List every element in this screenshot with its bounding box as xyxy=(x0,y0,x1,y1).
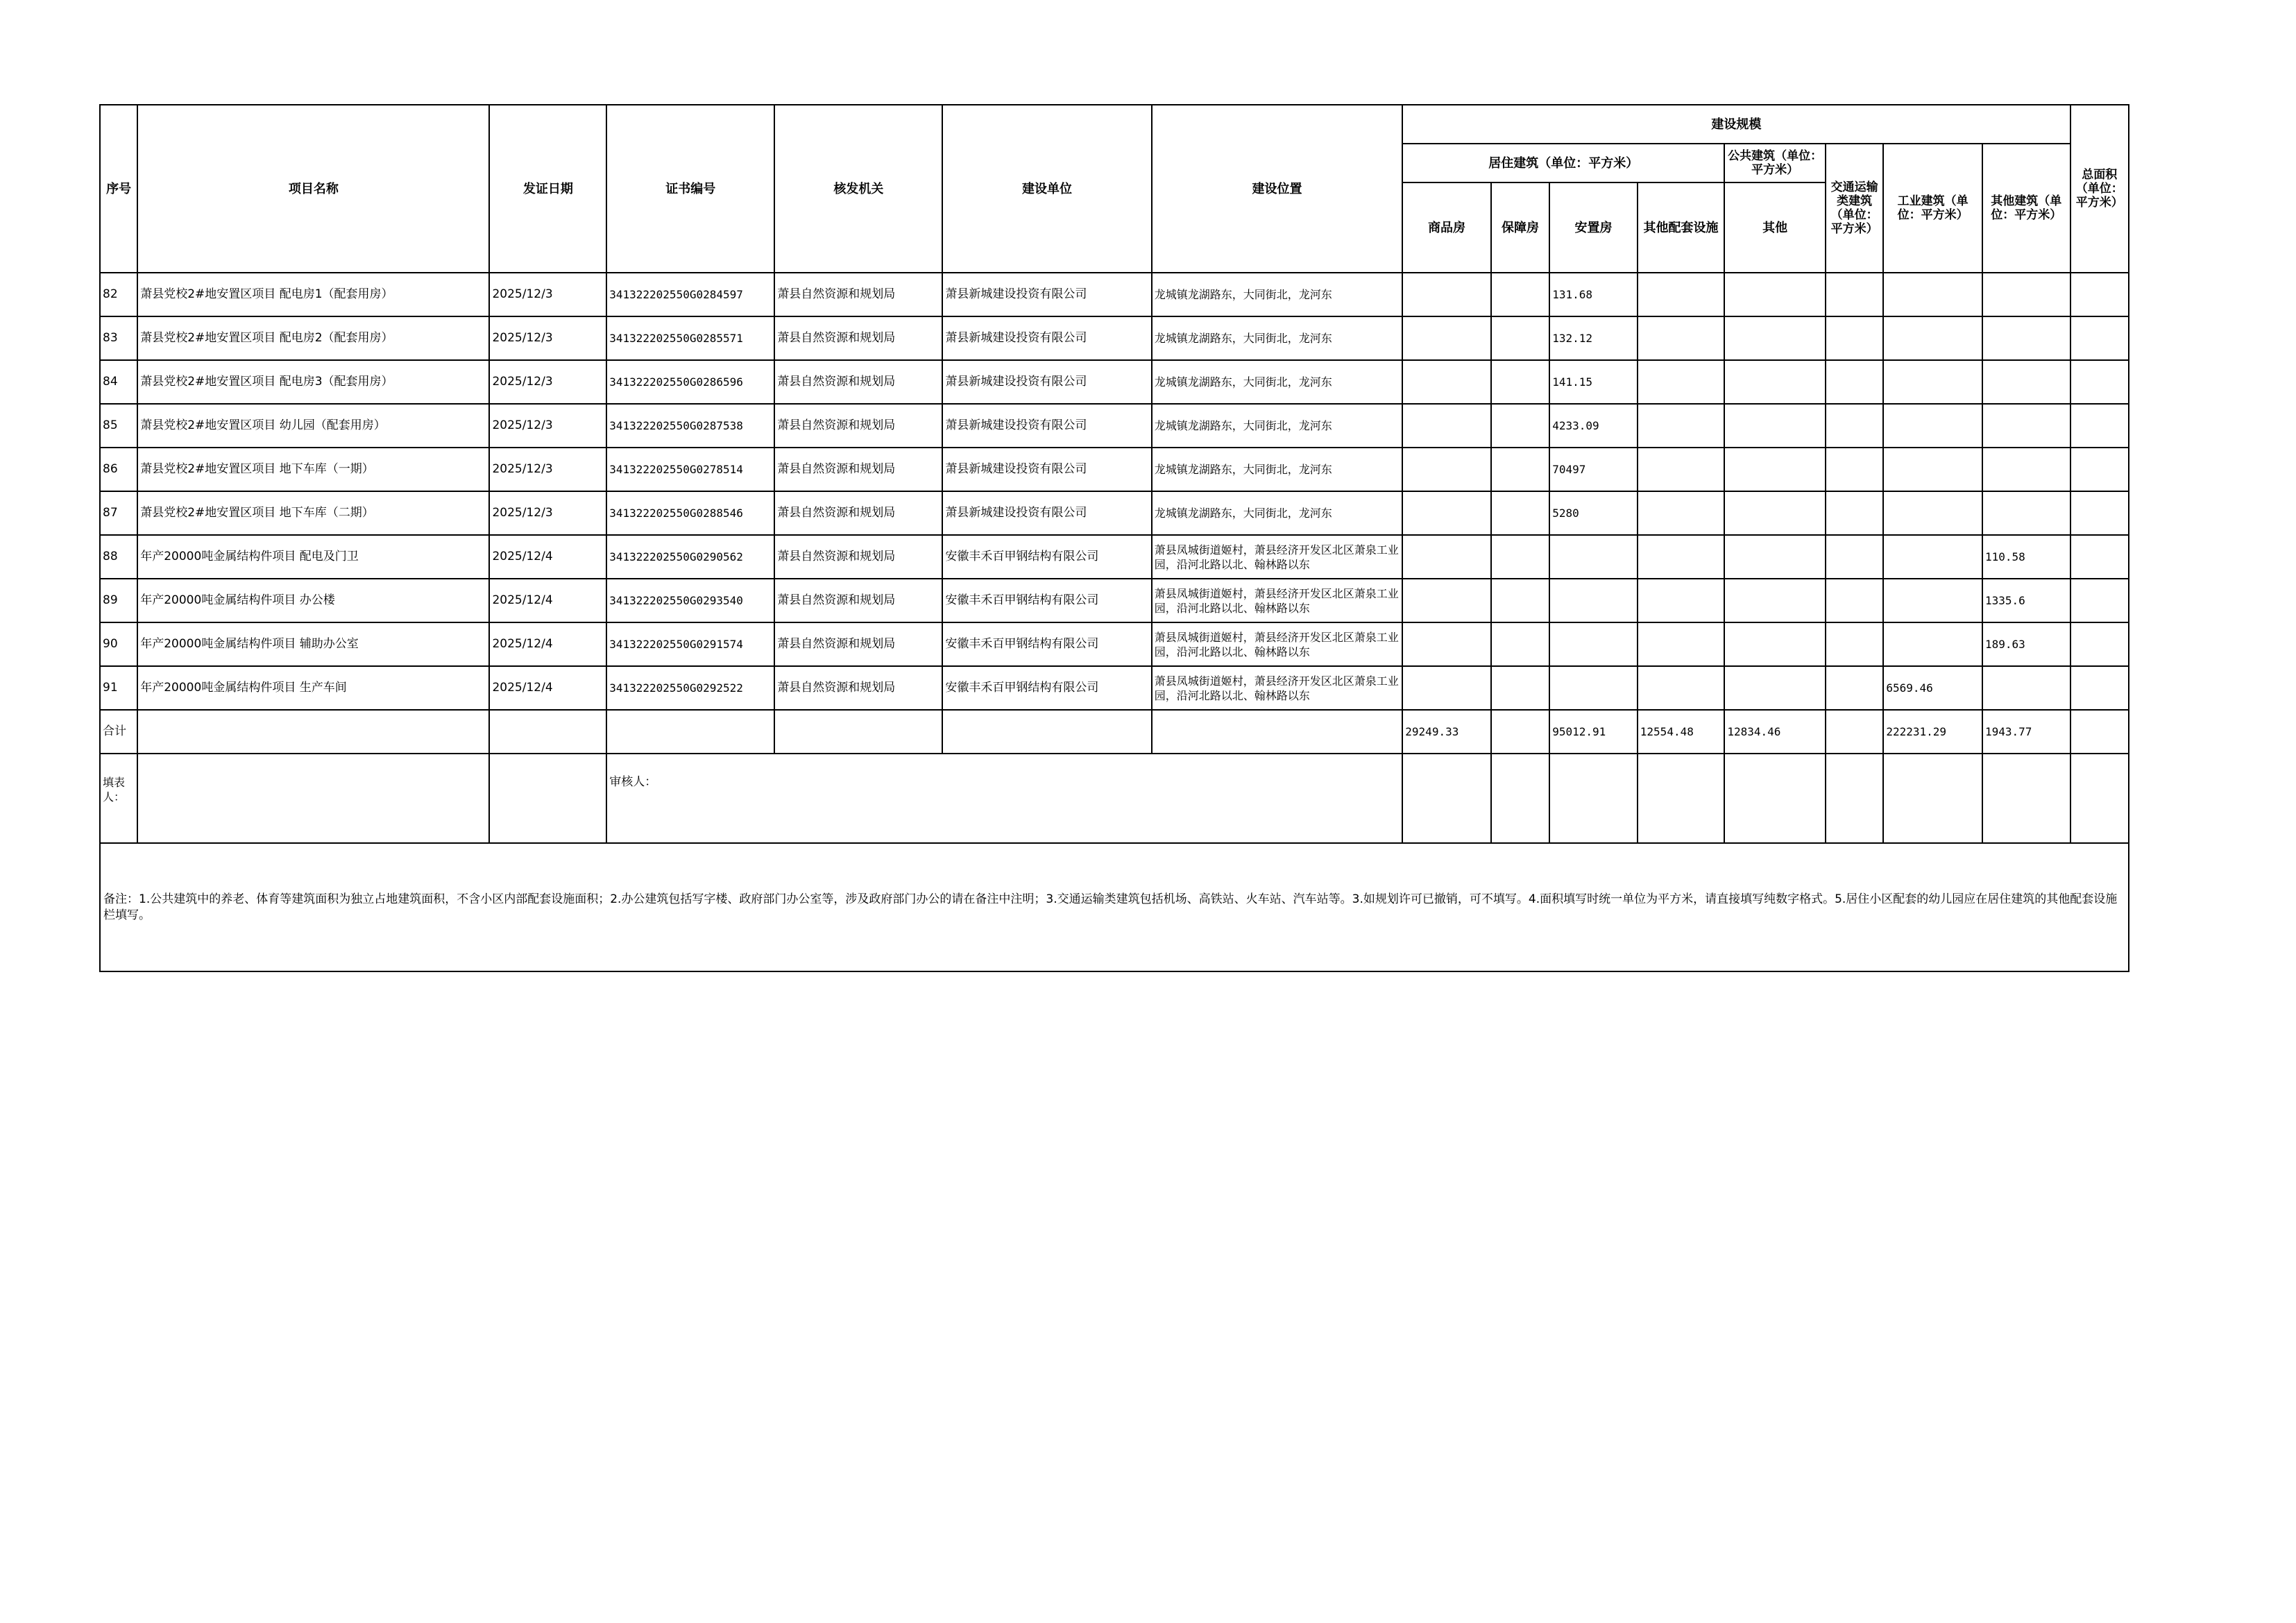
row-resettlement: 131.68 xyxy=(1549,273,1638,316)
row-issue-date: 2025/12/3 xyxy=(489,491,606,535)
row-other-building xyxy=(1982,448,2070,491)
row-total-area xyxy=(2070,535,2129,579)
row-public-other xyxy=(1724,491,1826,535)
total-transport xyxy=(1826,710,1883,754)
row-issue-date: 2025/12/3 xyxy=(489,404,606,448)
row-transport xyxy=(1826,404,1883,448)
row-commercial xyxy=(1402,273,1491,316)
signoff-row xyxy=(100,754,2129,843)
row-industrial xyxy=(1883,491,1982,535)
row-public-other xyxy=(1724,273,1826,316)
row-issue-date: 2025/12/3 xyxy=(489,316,606,360)
row-commercial xyxy=(1402,622,1491,666)
header-public: 公共建筑（单位：平方米） xyxy=(1724,144,1826,182)
row-resettlement: 141.15 xyxy=(1549,360,1638,404)
header-location: 建设位置 xyxy=(1152,105,1403,273)
row-issuer: 萧县自然资源和规划局 xyxy=(774,360,942,404)
row-commercial xyxy=(1402,666,1491,710)
table-row xyxy=(100,579,2129,622)
header-other-facility: 其他配套设施 xyxy=(1638,182,1725,273)
row-affordable xyxy=(1491,273,1549,316)
row-builder: 萧县新城建设投资有限公司 xyxy=(942,404,1151,448)
header-seq: 序号 xyxy=(100,105,137,273)
row-public-other xyxy=(1724,666,1826,710)
row-resettlement xyxy=(1549,622,1638,666)
row-issuer: 萧县自然资源和规划局 xyxy=(774,491,942,535)
row-other-building: 110.58 xyxy=(1982,535,2070,579)
row-project-name: 萧县党校2#地安置区项目 地下车库（一期） xyxy=(137,448,489,491)
row-other-facility xyxy=(1638,666,1725,710)
row-total-area xyxy=(2070,448,2129,491)
header-cert-no: 证书编号 xyxy=(606,105,774,273)
row-commercial xyxy=(1402,579,1491,622)
row-project-name: 萧县党校2#地安置区项目 配电房1（配套用房） xyxy=(137,273,489,316)
row-builder: 萧县新城建设投资有限公司 xyxy=(942,360,1151,404)
row-project-name: 萧县党校2#地安置区项目 配电房2（配套用房） xyxy=(137,316,489,360)
header-commercial: 商品房 xyxy=(1402,182,1491,273)
row-total-area xyxy=(2070,666,2129,710)
row-resettlement xyxy=(1549,535,1638,579)
row-transport xyxy=(1826,448,1883,491)
row-affordable xyxy=(1491,448,1549,491)
row-seq: 86 xyxy=(100,448,137,491)
row-cert-no: 341322202550G0290562 xyxy=(606,535,774,579)
total-other-facility: 12554.48 xyxy=(1638,710,1725,754)
total-affordable xyxy=(1491,710,1549,754)
row-builder: 安徽丰禾百甲钢结构有限公司 xyxy=(942,535,1151,579)
row-other-facility xyxy=(1638,448,1725,491)
totals-label: 合计 xyxy=(100,710,137,754)
table-row xyxy=(100,535,2129,579)
table-row xyxy=(100,448,2129,491)
row-public-other xyxy=(1724,579,1826,622)
total-commercial: 29249.33 xyxy=(1402,710,1491,754)
row-issue-date: 2025/12/3 xyxy=(489,448,606,491)
row-affordable xyxy=(1491,535,1549,579)
row-other-building: 189.63 xyxy=(1982,622,2070,666)
row-commercial xyxy=(1402,448,1491,491)
total-area xyxy=(2070,710,2129,754)
row-industrial xyxy=(1883,448,1982,491)
row-issue-date: 2025/12/4 xyxy=(489,666,606,710)
row-cert-no: 341322202550G0288546 xyxy=(606,491,774,535)
row-location: 龙城镇龙湖路东，大同街北，龙河东 xyxy=(1152,360,1403,404)
row-other-building xyxy=(1982,273,2070,316)
row-public-other xyxy=(1724,535,1826,579)
header-residential: 居住建筑（单位：平方米） xyxy=(1402,144,1724,182)
row-resettlement: 70497 xyxy=(1549,448,1638,491)
row-seq: 88 xyxy=(100,535,137,579)
row-other-building: 1335.6 xyxy=(1982,579,2070,622)
row-resettlement: 5280 xyxy=(1549,491,1638,535)
row-location: 萧县凤城街道姬村，萧县经济开发区北区萧泉工业园，沿河北路以北、翰林路以东 xyxy=(1152,579,1403,622)
row-builder: 安徽丰禾百甲钢结构有限公司 xyxy=(942,622,1151,666)
row-location: 龙城镇龙湖路东，大同街北，龙河东 xyxy=(1152,316,1403,360)
row-location: 龙城镇龙湖路东，大同街北，龙河东 xyxy=(1152,404,1403,448)
total-other-building: 1943.77 xyxy=(1982,710,2070,754)
row-affordable xyxy=(1491,316,1549,360)
row-cert-no: 341322202550G0284597 xyxy=(606,273,774,316)
row-public-other xyxy=(1724,448,1826,491)
row-cert-no: 341322202550G0293540 xyxy=(606,579,774,622)
row-issuer: 萧县自然资源和规划局 xyxy=(774,622,942,666)
row-builder: 萧县新城建设投资有限公司 xyxy=(942,491,1151,535)
row-total-area xyxy=(2070,360,2129,404)
header-transport: 交通运输类建筑（单位：平方米） xyxy=(1826,144,1883,273)
row-seq: 85 xyxy=(100,404,137,448)
row-builder: 安徽丰禾百甲钢结构有限公司 xyxy=(942,666,1151,710)
row-resettlement: 132.12 xyxy=(1549,316,1638,360)
table-row xyxy=(100,404,2129,448)
row-location: 萧县凤城街道姬村，萧县经济开发区北区萧泉工业园，沿河北路以北、翰林路以东 xyxy=(1152,535,1403,579)
row-issuer: 萧县自然资源和规划局 xyxy=(774,404,942,448)
row-location: 萧县凤城街道姬村，萧县经济开发区北区萧泉工业园，沿河北路以北、翰林路以东 xyxy=(1152,622,1403,666)
row-builder: 萧县新城建设投资有限公司 xyxy=(942,316,1151,360)
row-affordable xyxy=(1491,491,1549,535)
row-project-name: 年产20000吨金属结构件项目 辅助办公室 xyxy=(137,622,489,666)
table-row xyxy=(100,316,2129,360)
table-row xyxy=(100,491,2129,535)
row-public-other xyxy=(1724,316,1826,360)
row-commercial xyxy=(1402,491,1491,535)
row-transport xyxy=(1826,360,1883,404)
row-resettlement xyxy=(1549,579,1638,622)
notes-text: 备注：1.公共建筑中的养老、体育等建筑面积为独立占地建筑面积，不含小区内部配套设施面积；2.办公建筑包括写字楼、政府部门办公室等，涉及政府部门办公的请在备注中注明；3.交通运输类建筑包括机场、高铁站、火车站、汽车站等。3.如规划许可已撤销，可不填写。4.面积填写时统一单位为平方米，请直接填写纯数字格式。5.居住小区配套的幼儿园应在居住建筑的其他配套设施栏填写。 xyxy=(100,843,2129,971)
row-issue-date: 2025/12/4 xyxy=(489,579,606,622)
total-public-other: 12834.46 xyxy=(1724,710,1826,754)
row-industrial xyxy=(1883,316,1982,360)
row-transport xyxy=(1826,535,1883,579)
row-total-area xyxy=(2070,491,2129,535)
row-seq: 82 xyxy=(100,273,137,316)
row-other-facility xyxy=(1638,579,1725,622)
table-row xyxy=(100,666,2129,710)
row-industrial xyxy=(1883,622,1982,666)
total-resettlement: 95012.91 xyxy=(1549,710,1638,754)
row-total-area xyxy=(2070,579,2129,622)
row-affordable xyxy=(1491,579,1549,622)
row-resettlement xyxy=(1549,666,1638,710)
row-other-building xyxy=(1982,316,2070,360)
row-location: 龙城镇龙湖路东，大同街北，龙河东 xyxy=(1152,448,1403,491)
row-affordable xyxy=(1491,666,1549,710)
row-seq: 90 xyxy=(100,622,137,666)
row-issue-date: 2025/12/4 xyxy=(489,622,606,666)
row-industrial xyxy=(1883,273,1982,316)
total-industrial: 222231.29 xyxy=(1883,710,1982,754)
row-issuer: 萧县自然资源和规划局 xyxy=(774,666,942,710)
row-issue-date: 2025/12/3 xyxy=(489,360,606,404)
row-cert-no: 341322202550G0278514 xyxy=(606,448,774,491)
row-seq: 89 xyxy=(100,579,137,622)
totals-row xyxy=(100,710,2129,754)
row-location: 龙城镇龙湖路东，大同街北，龙河东 xyxy=(1152,491,1403,535)
row-issuer: 萧县自然资源和规划局 xyxy=(774,448,942,491)
row-seq: 91 xyxy=(100,666,137,710)
row-industrial xyxy=(1883,535,1982,579)
row-builder: 安徽丰禾百甲钢结构有限公司 xyxy=(942,579,1151,622)
row-other-facility xyxy=(1638,273,1725,316)
header-industrial: 工业建筑（单位：平方米） xyxy=(1883,144,1982,273)
row-cert-no: 341322202550G0291574 xyxy=(606,622,774,666)
row-public-other xyxy=(1724,404,1826,448)
row-cert-no: 341322202550G0287538 xyxy=(606,404,774,448)
row-project-name: 年产20000吨金属结构件项目 生产车间 xyxy=(137,666,489,710)
row-commercial xyxy=(1402,316,1491,360)
header-other-building: 其他建筑（单位：平方米） xyxy=(1982,144,2070,273)
row-other-facility xyxy=(1638,316,1725,360)
row-seq: 87 xyxy=(100,491,137,535)
row-seq: 84 xyxy=(100,360,137,404)
row-industrial xyxy=(1883,579,1982,622)
row-location: 萧县凤城街道姬村，萧县经济开发区北区萧泉工业园，沿河北路以北、翰林路以东 xyxy=(1152,666,1403,710)
row-commercial xyxy=(1402,535,1491,579)
row-transport xyxy=(1826,579,1883,622)
row-builder: 萧县新城建设投资有限公司 xyxy=(942,273,1151,316)
row-project-name: 萧县党校2#地安置区项目 配电房3（配套用房） xyxy=(137,360,489,404)
notes-row xyxy=(100,843,2129,971)
permit-table xyxy=(99,104,2129,972)
row-affordable xyxy=(1491,360,1549,404)
header-public-other: 其他 xyxy=(1724,182,1826,273)
row-issuer: 萧县自然资源和规划局 xyxy=(774,579,942,622)
row-public-other xyxy=(1724,622,1826,666)
row-other-building xyxy=(1982,404,2070,448)
table-row xyxy=(100,622,2129,666)
row-other-facility xyxy=(1638,491,1725,535)
row-total-area xyxy=(2070,273,2129,316)
row-transport xyxy=(1826,622,1883,666)
row-project-name: 年产20000吨金属结构件项目 配电及门卫 xyxy=(137,535,489,579)
row-resettlement: 4233.09 xyxy=(1549,404,1638,448)
row-affordable xyxy=(1491,404,1549,448)
row-other-building xyxy=(1982,360,2070,404)
filler-label: 填表人： xyxy=(100,754,137,843)
row-issuer: 萧县自然资源和规划局 xyxy=(774,535,942,579)
row-commercial xyxy=(1402,360,1491,404)
row-industrial: 6569.46 xyxy=(1883,666,1982,710)
row-other-facility xyxy=(1638,360,1725,404)
header-scale: 建设规模 xyxy=(1402,105,2070,144)
row-issuer: 萧县自然资源和规划局 xyxy=(774,273,942,316)
reviewer-label: 审核人： xyxy=(606,754,1402,843)
row-other-building xyxy=(1982,666,2070,710)
table-row xyxy=(100,273,2129,316)
row-seq: 83 xyxy=(100,316,137,360)
table-body xyxy=(100,273,2129,710)
row-other-facility xyxy=(1638,622,1725,666)
row-total-area xyxy=(2070,316,2129,360)
row-cert-no: 341322202550G0285571 xyxy=(606,316,774,360)
row-industrial xyxy=(1883,404,1982,448)
header-total-area: 总面积（单位：平方米） xyxy=(2070,105,2129,273)
header-resettlement: 安置房 xyxy=(1549,182,1638,273)
row-cert-no: 341322202550G0286596 xyxy=(606,360,774,404)
row-builder: 萧县新城建设投资有限公司 xyxy=(942,448,1151,491)
header-issuer: 核发机关 xyxy=(774,105,942,273)
row-project-name: 萧县党校2#地安置区项目 幼儿园（配套用房） xyxy=(137,404,489,448)
row-project-name: 年产20000吨金属结构件项目 办公楼 xyxy=(137,579,489,622)
row-issue-date: 2025/12/4 xyxy=(489,535,606,579)
table-row xyxy=(100,360,2129,404)
row-total-area xyxy=(2070,404,2129,448)
row-issuer: 萧县自然资源和规划局 xyxy=(774,316,942,360)
row-cert-no: 341322202550G0292522 xyxy=(606,666,774,710)
row-transport xyxy=(1826,273,1883,316)
row-other-building xyxy=(1982,491,2070,535)
row-commercial xyxy=(1402,404,1491,448)
row-total-area xyxy=(2070,622,2129,666)
row-issue-date: 2025/12/3 xyxy=(489,273,606,316)
row-transport xyxy=(1826,666,1883,710)
row-location: 龙城镇龙湖路东，大同街北，龙河东 xyxy=(1152,273,1403,316)
row-other-facility xyxy=(1638,535,1725,579)
row-affordable xyxy=(1491,622,1549,666)
header-builder: 建设单位 xyxy=(942,105,1151,273)
row-public-other xyxy=(1724,360,1826,404)
header-issue-date: 发证日期 xyxy=(489,105,606,273)
header-project-name: 项目名称 xyxy=(137,105,489,273)
row-transport xyxy=(1826,316,1883,360)
row-transport xyxy=(1826,491,1883,535)
row-other-facility xyxy=(1638,404,1725,448)
row-project-name: 萧县党校2#地安置区项目 地下车库（二期） xyxy=(137,491,489,535)
header-affordable: 保障房 xyxy=(1491,182,1549,273)
row-industrial xyxy=(1883,360,1982,404)
